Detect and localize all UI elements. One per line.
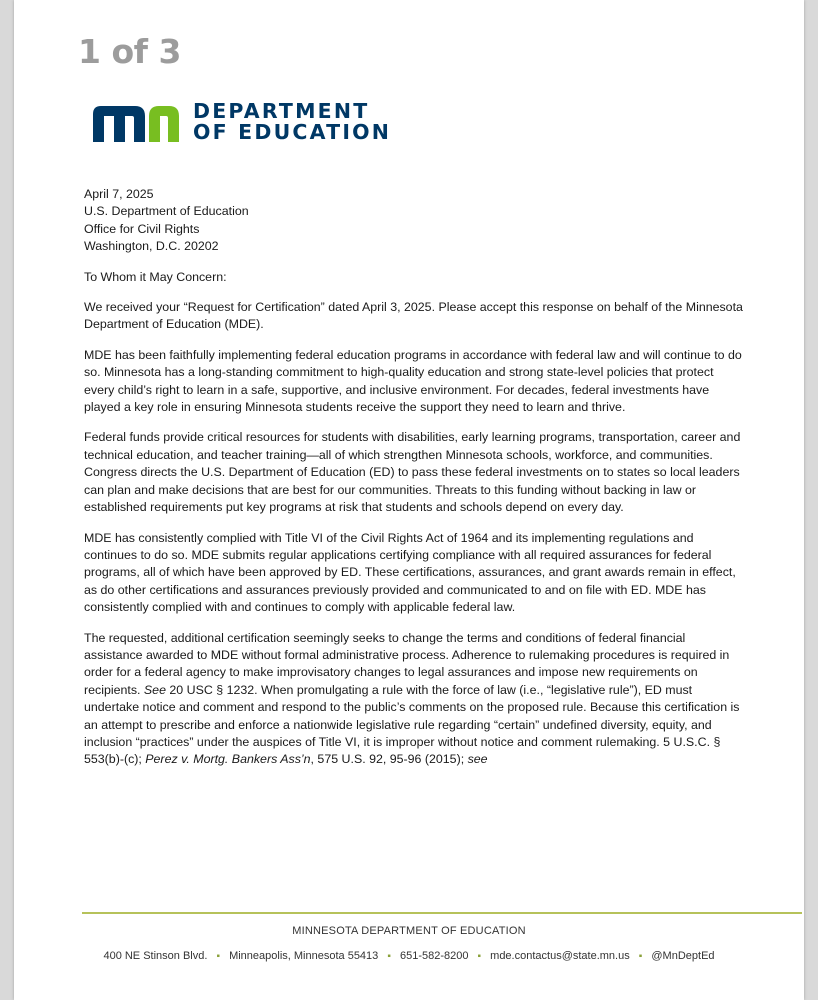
case-name: Perez v. Mortg. Bankers Ass’n [145, 752, 311, 767]
footer-phone: 651-582-8200 [399, 950, 469, 962]
footer-separator-icon: ▪ [477, 951, 482, 962]
paragraph-4: MDE has consistently complied with Title VI of the Civil Rights Act of 1964 and its implementing regulations and continues to do so. MDE submits regular applications certifying compliance with all required assurances for federal programs, all of which have been approved by ED. These certifications, assurances, and grant awards remain in effect, as do other certifications and assurances previously provided and communicated to and on file with ED. MDE has consistently complied with and continues to comply with applicable federal law. [84, 530, 736, 615]
address-block [84, 186, 744, 256]
footer-social-handle: @MnDeptEd [651, 950, 715, 962]
footer-contact-line [14, 950, 804, 962]
recipient-line: U.S. Department of Education [84, 204, 249, 219]
mn-logo-icon [91, 102, 181, 142]
footer-city: Minneapolis, Minnesota 55413 [229, 950, 379, 962]
paragraph-2: MDE has been faithfully implementing federal education programs in accordance with federal law and will continue to do so. Minnesota has a long-standing commitment to high-quality education and strong state-level policies that protect every child’s right to learn in a safe, supportive, and inclusive environment. For decades, federal investments have played a key role in ensuring Minnesota students receive the support they need to learn and thrive. [84, 347, 742, 415]
paragraph-5-text: 20 USC § 1232. When promulgating a rule with the force of law (i.e., “legislative rule”), ED must undertake notice and comment and respond to the public’s comments on the proposed rule. Because this certification is an attempt to prescribe and enforce a nationwide legislative rule regarding “certain” undefined diversity, equity, and inclusion “practices” under the auspices of Title VI, it is improper without notice and comment rulemaking. 5 U.S.C. § 553(b)-(c); [84, 682, 740, 767]
page-indicator: 1 of 3 [78, 32, 181, 71]
paragraph-5 [84, 630, 744, 769]
footer-divider [82, 912, 802, 914]
recipient-line: Washington, D.C. 20202 [84, 239, 219, 254]
logo-wordmark [193, 101, 391, 143]
footer-email: mde.contactus@state.mn.us [490, 950, 630, 962]
letter-body [84, 186, 744, 769]
footer-organization: MINNESOTA DEPARTMENT OF EDUCATION [292, 925, 526, 937]
paragraph-1: We received your “Request for Certification” dated April 3, 2025. Please accept this response on behalf of the Minnesota Department of Education (MDE). [84, 300, 743, 332]
salutation: To Whom it May Concern: [84, 269, 227, 284]
footer-separator-icon: ▪ [387, 951, 391, 962]
logo-line-1: DEPARTMENT [193, 99, 370, 123]
citation-signal: See [143, 682, 166, 697]
mn-department-of-education-logo [91, 100, 391, 144]
recipient-line: Office for Civil Rights [84, 221, 200, 236]
logo-line-2: OF EDUCATION [193, 120, 392, 144]
citation-signal: see [467, 752, 488, 767]
footer-address: 400 NE Stinson Blvd. [103, 950, 208, 962]
paragraph-3: Federal funds provide critical resources for students with disabilities, early learning programs, transportation, career and technical education, and teacher training—all of which strengthen Minnesota schools, workforce, and communities. Congress directs the U.S. Department of Education (ED) to pass these federal investments on to states so local leaders can plan and make decisions that are best for our communities. Threats to this funding without backing in law or established requirements put key programs at risk that students and schools depend on every day. [84, 430, 741, 515]
footer-separator-icon: ▪ [216, 951, 221, 962]
paragraph-5-text: , 575 U.S. 92, 95-96 (2015); [310, 752, 468, 767]
document-page [14, 0, 804, 1000]
paragraph-5-text: The requested, additional certification seemingly seeks to change the terms and conditions of federal financial assistance awarded to MDE without formal administrative process. Adherence to rulemaking procedures is required in order for a federal agency to make improvisatory changes to legal assurances and impose new requirements on recipients. [84, 630, 730, 697]
letter-date: April 7, 2025 [84, 187, 154, 201]
footer-separator-icon: ▪ [638, 951, 643, 962]
